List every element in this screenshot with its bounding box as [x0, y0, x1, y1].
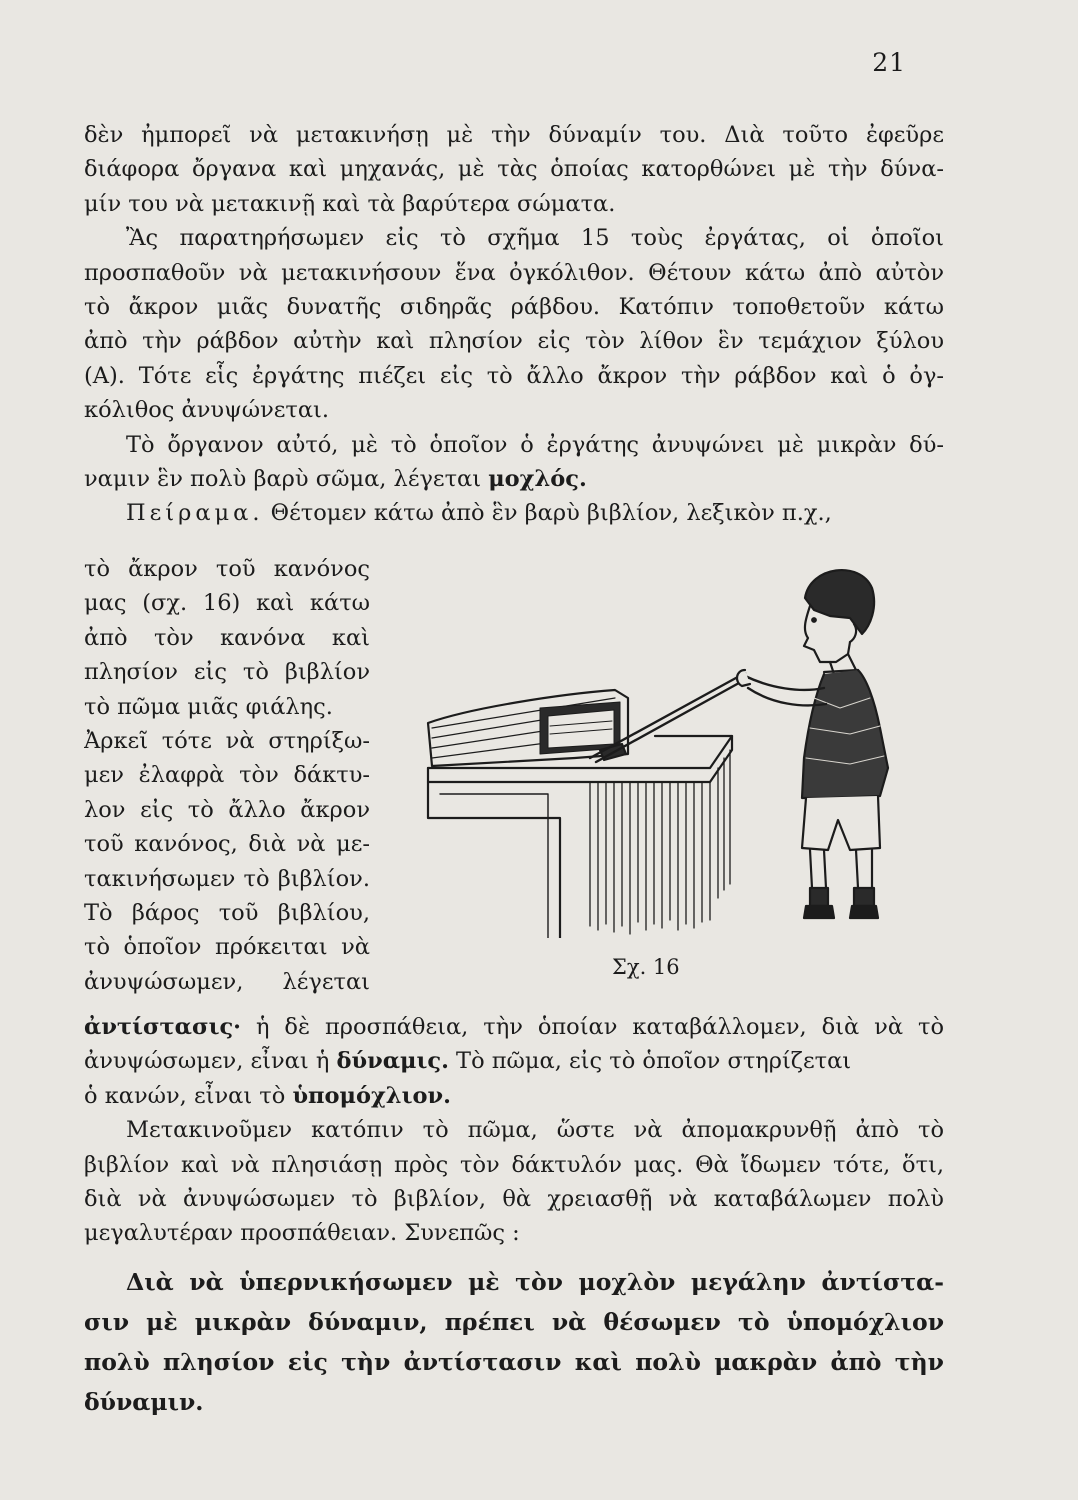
term-fulcrum: ὑπομόχλιον. [292, 1082, 451, 1109]
figure-lever-illustration [410, 558, 930, 938]
text-line [84, 1079, 944, 1113]
text-span: ἀνυψώσωμεν, εἶναι ἡ [84, 1048, 337, 1075]
rule-line: Διὰ νὰ ὑπερνικήσωμεν μὲ τὸν μοχλὸν μεγάλην ἀντίστα- [126, 1268, 944, 1296]
rule-line: πολὺ πλησίον εἰς τὴν ἀντίστασιν καὶ πολὺ μακρὰν ἀπὸ τὴν [84, 1348, 944, 1376]
text-line: τὸ ἄκρον τοῦ κανόνος [84, 556, 370, 582]
text-line: ἀνυψώσωμεν, λέγεται [84, 968, 370, 995]
text-line [84, 1044, 944, 1078]
rule-line: δύναμιν. [84, 1388, 204, 1416]
text-line: βιβλίον καὶ νὰ πλησιάσῃ πρὸς τὸν δάκτυλόν μας. Θὰ ἴδωμεν τότε, ὅτι, [84, 1151, 944, 1178]
text-line: μίν του νὰ μετακινῇ καὶ τὰ βαρύτερα σώματα. [84, 190, 616, 217]
table-side [428, 782, 560, 938]
figure-caption: Σχ. 16 [612, 955, 680, 979]
text-line: τὸ πῶμα μιᾶς φιάλης. [84, 693, 333, 720]
text-span: Θέτομεν κάτω ἀπὸ ἓν βαρὺ βιβλίον, λεξικὸν π.χ., [263, 500, 832, 527]
text-line: Μετακινοῦμεν κατόπιν τὸ πῶμα, ὥστε νὰ ἀπομακρυνθῇ ἀπὸ τὸ [126, 1117, 944, 1144]
text-line: τοῦ κανόνος, διὰ νὰ με- [84, 831, 370, 858]
experiment-heading: Πείραμα. [126, 500, 264, 527]
text-line: διάφορα ὄργανα καὶ μηχανάς, μὲ τὰς ὁποίας κατορθώνει μὲ τὴν δύνα- [84, 156, 944, 183]
text-span: ὁ κανών, εἶναι τὸ [84, 1082, 293, 1109]
text-line: (Α). Τότε εἷς ἐργάτης πιέζει εἰς τὸ ἄλλο ἄκρον τὴν ράβδον καὶ ὁ ὀγ- [84, 362, 944, 389]
text-line: προσπαθοῦν νὰ μετακινήσουν ἕνα ὀγκόλιθον. Θέτουν κάτω ἀπὸ αὐτὸν [84, 259, 944, 286]
term-resistance: ἀντίστασις· [84, 1014, 242, 1040]
text-line: διὰ νὰ ἀνυψώσωμεν τὸ βιβλίον, θὰ χρειασθῇ νὰ καταβάλωμεν πολὺ [84, 1185, 944, 1212]
text-line: Τὸ ὄργανον αὐτό, μὲ τὸ ὁποῖον ὁ ἐργάτης ἀνυψώνει μὲ μικρὰν δύ- [126, 431, 944, 458]
text-span: ἡ δὲ προσπάθεια, τὴν ὁποίαν καταβάλλομεν, διὰ νὰ τὸ [241, 1014, 944, 1040]
experiment-line [84, 496, 944, 530]
text-span: Τὸ πῶμα, εἰς τὸ ὁποῖον στηρίζεται [448, 1048, 852, 1075]
text-span: ναμιν ἓν πολὺ βαρὺ σῶμα, λέγεται [84, 465, 489, 492]
text-line: δὲν ἠμπορεῖ νὰ μετακινήσῃ μὲ τὴν δύναμίν του. Διὰ τοῦτο ἐφεῦρε [84, 122, 944, 148]
text-line: κόλιθος ἀνυψώνεται. [84, 397, 330, 424]
text-line: Τὸ βάρος τοῦ βιβλίου, [84, 899, 370, 926]
text-line: ἀπὸ τὴν ράβδον αὐτὴν καὶ πλησίον εἰς τὸν λίθον ἓν τεμάχιον ξύλου [84, 328, 944, 355]
text-block-top [84, 118, 944, 531]
table-fringe [590, 750, 730, 934]
text-line: λον εἰς τὸ ἄλλο ἄκρον [84, 796, 370, 823]
text-line: μας (σχ. 16) καὶ κάτω [84, 590, 370, 617]
conclusion-rule [84, 1262, 944, 1422]
boy-drawing [737, 570, 888, 918]
text-line: μεγαλυτέραν προσπάθειαν. Συνεπῶς : [84, 1220, 520, 1247]
rule-line: σιν μὲ μικρὰν δύναμιν, πρέπει νὰ θέσωμεν τὸ ὑπομόχλιον [84, 1308, 944, 1336]
text-line: τὸ ὁποῖον πρόκειται νὰ [84, 934, 370, 961]
text-line [84, 1010, 944, 1044]
text-line: Ἀρκεῖ τότε νὰ στηρίξω- [84, 727, 370, 754]
text-line: πλησίον εἰς τὸ βιβλίον [84, 659, 370, 686]
term-lever: μοχλός. [488, 465, 587, 492]
page-number: 21 [872, 48, 906, 77]
text-line: Ἂς παρατηρήσωμεν εἰς τὸ σχῆμα 15 τοὺς ἐργάτας, οἱ ὁποῖοι [126, 225, 944, 252]
text-line: ἀπὸ τὸν κανόνα καὶ [84, 624, 370, 651]
text-line: τὸ ἄκρον μιᾶς δυνατῆς σιδηρᾶς ράβδου. Κατόπιν τοποθετοῦν κάτω [84, 293, 944, 320]
text-line: μεν ἐλαφρὰ τὸν δάκτυ- [84, 762, 370, 789]
term-force: δύναμις. [336, 1048, 449, 1075]
text-block-middle [84, 1010, 944, 1251]
text-line: τακινήσωμεν τὸ βιβλίον. [84, 865, 370, 892]
text-line [84, 462, 944, 496]
